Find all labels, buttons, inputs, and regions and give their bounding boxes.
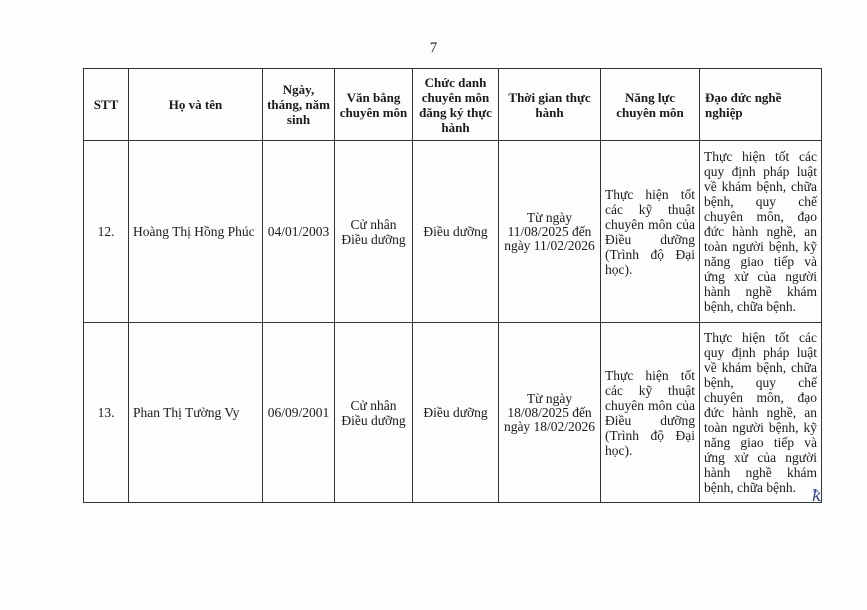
table-header-row bbox=[84, 69, 822, 141]
cell-capability: Thực hiện tốt các kỹ thuật chuyên môn của Điều dưỡng (Trình độ Đại học). bbox=[601, 323, 700, 503]
header-dob: Ngày, tháng, năm sinh bbox=[263, 69, 335, 141]
cell-capability: Thực hiện tốt các kỹ thuật chuyên môn của Điều dưỡng (Trình độ Đại học). bbox=[601, 141, 700, 323]
period-end: ngày 18/02/2026 bbox=[503, 418, 596, 434]
table-row bbox=[84, 141, 822, 323]
header-stt: STT bbox=[84, 69, 129, 141]
cell-title: Điều dưỡng bbox=[413, 141, 499, 323]
cell-dob: 06/09/2001 bbox=[263, 323, 335, 503]
cell-degree: Cử nhân Điều dưỡng bbox=[335, 141, 413, 323]
period-start: 11/08/2025 đến bbox=[507, 223, 592, 239]
period-end: ngày 11/02/2026 bbox=[504, 237, 595, 253]
header-ethics: Đạo đức nghề nghiệp bbox=[700, 69, 822, 141]
header-degree: Văn bằng chuyên môn bbox=[335, 69, 413, 141]
cell-stt: 13. bbox=[84, 323, 129, 503]
cell-period bbox=[499, 323, 601, 503]
cell-stt: 12. bbox=[84, 141, 129, 323]
initial-signature-mark: ꝁ bbox=[812, 486, 822, 505]
practitioner-table bbox=[83, 68, 822, 503]
period-from: Từ ngày bbox=[526, 390, 573, 406]
table-row bbox=[84, 323, 822, 503]
cell-name: Hoàng Thị Hồng Phúc bbox=[129, 141, 263, 323]
header-title: Chức danh chuyên môn đăng ký thực hành bbox=[413, 69, 499, 141]
cell-name: Phan Thị Tường Vy bbox=[129, 323, 263, 503]
header-name: Họ và tên bbox=[129, 69, 263, 141]
header-capability: Năng lực chuyên môn bbox=[601, 69, 700, 141]
cell-ethics: Thực hiện tốt các quy định pháp luật về khám bệnh, chữa bệnh, quy chế chuyên môn, đạo đức hành nghề, an toàn người bệnh, kỹ năng giao tiếp và ứng xử của người hành nghề khám bệnh, chữa bệnh. bbox=[700, 323, 822, 503]
cell-dob: 04/01/2003 bbox=[263, 141, 335, 323]
cell-degree: Cử nhân Điều dưỡng bbox=[335, 323, 413, 503]
header-period: Thời gian thực hành bbox=[499, 69, 601, 141]
period-from: Từ ngày bbox=[526, 209, 573, 225]
cell-title: Điều dưỡng bbox=[413, 323, 499, 503]
page-number: 7 bbox=[429, 40, 438, 56]
period-start: 18/08/2025 đến bbox=[507, 404, 592, 420]
cell-ethics: Thực hiện tốt các quy định pháp luật về khám bệnh, chữa bệnh, quy chế chuyên môn, đạo đức hành nghề, an toàn người bệnh, kỹ năng giao tiếp và ứng xử của người hành nghề khám bệnh, chữa bệnh. bbox=[700, 141, 822, 323]
cell-period bbox=[499, 141, 601, 323]
